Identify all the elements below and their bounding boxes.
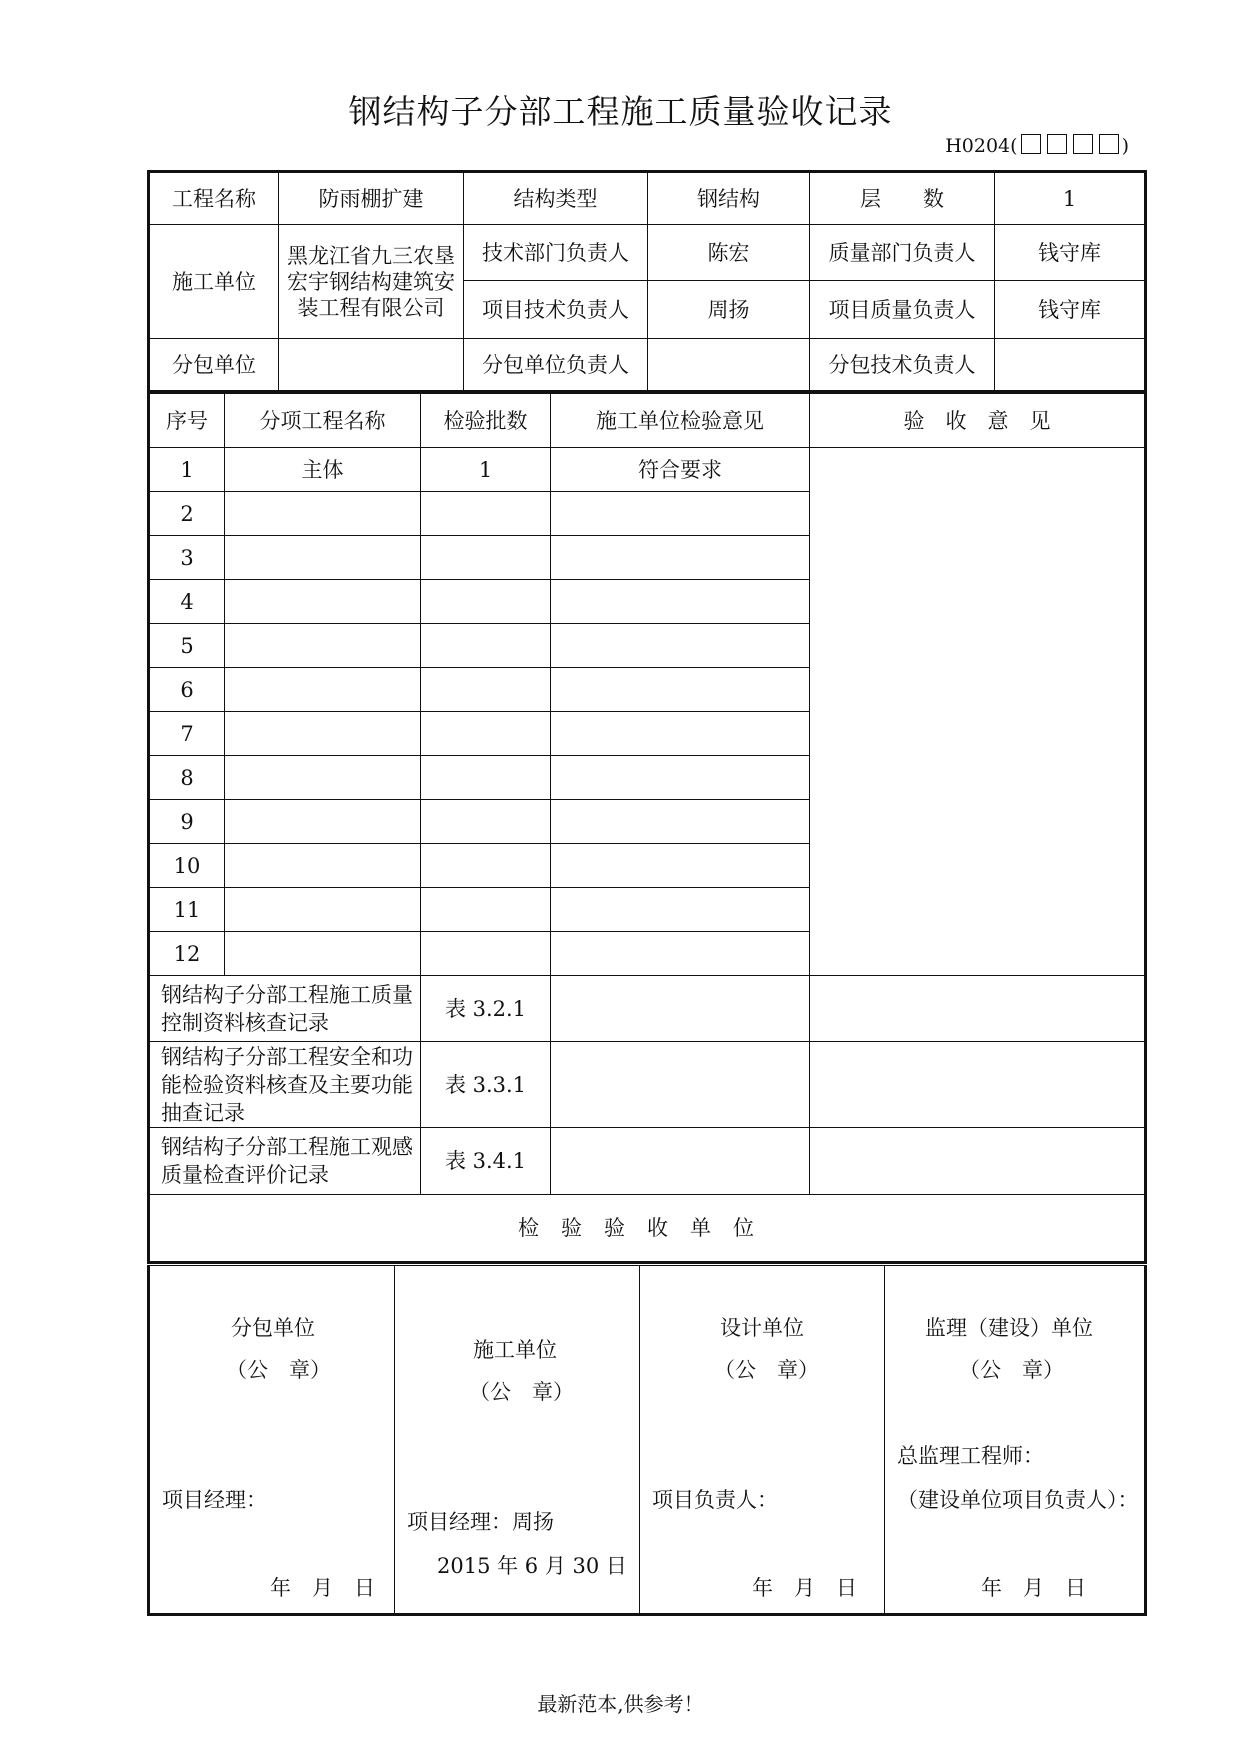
sig-sub-unit: 分包单位 [231,1316,315,1340]
subcontractor [279,339,464,392]
sig-contractor-person: 项目经理：周扬 [407,1510,554,1534]
checkbox-3 [1073,134,1093,154]
row-no: 1 [149,448,225,492]
row-batches [421,624,551,668]
project-name: 防雨棚扩建 [279,172,464,225]
sig-design [640,1266,885,1615]
row-opinion [551,492,810,536]
record-name: 钢结构子分部工程施工观感质量检查评价记录 [149,1128,421,1195]
col-header-acceptance: 验 收 意 见 [810,394,1146,448]
row-opinion [551,844,810,888]
row-opinion [551,756,810,800]
sig-supervision-person: 总监理工程师： [897,1444,1044,1468]
row-batches [421,932,551,976]
sig-supervision-unit: 监理（建设）单位 [925,1316,1093,1340]
contractor: 黑龙江省九三农垦宏宇钢结构建筑安装工程有限公司 [279,225,464,339]
col-header-batches: 检验批数 [421,394,551,448]
signature-table [147,1265,1147,1616]
record-acceptance [810,1042,1146,1128]
row-batches [421,580,551,624]
project-name-label: 工程名称 [149,172,279,225]
row-no: 8 [149,756,225,800]
row-opinion [551,800,810,844]
items-table [147,393,1147,1264]
record-ref: 表 3.2.1 [421,976,551,1042]
record-name: 钢结构子分部工程安全和功能检验资料核查及主要功能抽查记录 [149,1042,421,1128]
sig-supervision [885,1266,1146,1615]
sig-contractor [395,1266,640,1615]
sig-design-seal: （公 章） [714,1358,819,1382]
sig-design-person: 项目负责人： [652,1488,778,1512]
row-name [225,712,421,756]
row-opinion [551,932,810,976]
row-batches [421,492,551,536]
record-name: 钢结构子分部工程施工质量控制资料核查记录 [149,976,421,1042]
acceptance-opinion [810,448,1146,976]
row-name [225,932,421,976]
form-code-text: H0204 [945,135,1011,157]
row-name [225,844,421,888]
floors: 1 [995,172,1146,225]
row-no: 10 [149,844,225,888]
structure-type-label: 结构类型 [464,172,648,225]
record-ref: 表 3.4.1 [421,1128,551,1195]
row-opinion [551,624,810,668]
sig-design-unit: 设计单位 [720,1316,804,1340]
sig-supervision-date: 年 月 日 [981,1576,1086,1600]
sub-head [648,339,810,392]
sig-subcontractor [149,1266,395,1615]
record-opinion [551,1042,810,1128]
sig-contractor-seal: （公 章） [469,1380,574,1404]
checkbox-2 [1047,134,1067,154]
row-no: 11 [149,888,225,932]
row-batches: 1 [421,448,551,492]
row-opinion [551,712,810,756]
row-name [225,668,421,712]
sig-sub-date: 年 月 日 [270,1576,375,1600]
row-opinion [551,536,810,580]
row-name [225,624,421,668]
record-row [149,1128,1146,1195]
structure-type: 钢结构 [648,172,810,225]
row-batches [421,668,551,712]
table-row [149,448,1146,492]
record-acceptance [810,1128,1146,1195]
sig-sub-seal: （公 章） [226,1358,331,1382]
contractor-label: 施工单位 [149,225,279,339]
quality-dept-head-label: 质量部门负责人 [810,225,995,281]
header-table [147,170,1147,393]
project-tech-head-label: 项目技术负责人 [464,281,648,339]
sub-head-label: 分包单位负责人 [464,339,648,392]
row-name [225,536,421,580]
sub-tech-head-label: 分包技术负责人 [810,339,995,392]
checkbox-4 [1099,134,1119,154]
acceptance-title: 检验验收单位 [149,1195,1146,1263]
row-batches [421,888,551,932]
record-opinion [551,1128,810,1195]
row-batches [421,712,551,756]
row-opinion: 符合要求 [551,448,810,492]
sig-contractor-unit: 施工单位 [473,1338,557,1362]
row-batches [421,756,551,800]
record-row [149,976,1146,1042]
project-quality-head-label: 项目质量负责人 [810,281,995,339]
row-no: 7 [149,712,225,756]
row-no: 9 [149,800,225,844]
sig-supervision-seal: （公 章） [959,1358,1064,1382]
row-no: 4 [149,580,225,624]
sig-sub-person: 项目经理： [162,1488,267,1512]
tech-dept-head: 陈宏 [648,225,810,281]
form-code: H0204( ) [945,135,1129,157]
project-quality-head: 钱守库 [995,281,1146,339]
row-no: 6 [149,668,225,712]
row-no: 5 [149,624,225,668]
record-acceptance [810,976,1146,1042]
row-batches [421,844,551,888]
footer-note: 最新范本,供参考！ [537,1692,704,1716]
col-header-opinion: 施工单位检验意见 [551,394,810,448]
sig-design-date: 年 月 日 [752,1576,857,1600]
row-name [225,756,421,800]
row-opinion [551,888,810,932]
row-batches [421,536,551,580]
row-name [225,492,421,536]
sig-supervision-person2: （建设单位项目负责人）： [897,1488,1139,1512]
row-batches [421,800,551,844]
floors-label: 层 数 [810,172,995,225]
row-opinion [551,580,810,624]
row-no: 3 [149,536,225,580]
record-opinion [551,976,810,1042]
sig-contractor-date: 2015 年 6 月 30 日 [437,1554,627,1578]
quality-dept-head: 钱守库 [995,225,1146,281]
record-row [149,1042,1146,1128]
row-opinion [551,668,810,712]
row-name [225,580,421,624]
row-name [225,888,421,932]
row-name: 主体 [225,448,421,492]
col-header-name: 分项工程名称 [225,394,421,448]
page-title: 钢结构子分部工程施工质量验收记录 [348,92,893,131]
tech-dept-head-label: 技术部门负责人 [464,225,648,281]
row-name [225,800,421,844]
row-no: 12 [149,932,225,976]
project-tech-head: 周扬 [648,281,810,339]
subcontractor-label: 分包单位 [149,339,279,392]
row-no: 2 [149,492,225,536]
sub-tech-head [995,339,1146,392]
record-ref: 表 3.3.1 [421,1042,551,1128]
col-header-no: 序号 [149,394,225,448]
checkbox-1 [1021,134,1041,154]
